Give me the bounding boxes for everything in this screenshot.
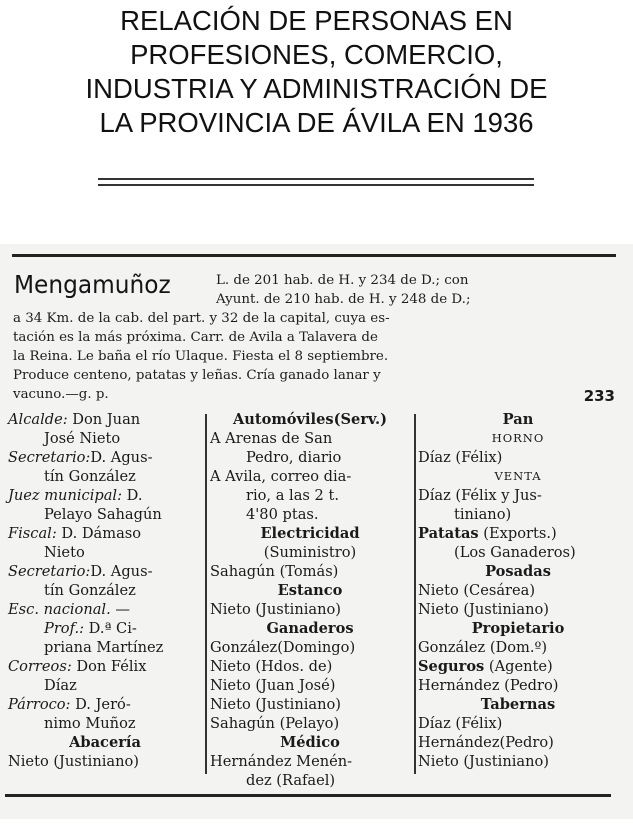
official-role: Secretario: — [8, 449, 91, 466]
official-role: Prof.: — [44, 620, 85, 637]
official-name: — — [110, 601, 130, 618]
page-title — [0, 4, 633, 140]
subsection-label: HORNO — [491, 431, 545, 445]
official-entry — [8, 619, 202, 638]
intro-line: L. de 201 hab. de H. y 234 de D.; con — [216, 273, 469, 288]
listing-entry: Nieto (Juan José) — [210, 677, 336, 694]
official-name: Don Félix — [71, 658, 147, 675]
listing-note: (Suministro) — [263, 544, 357, 561]
section-heading: Tabernas — [480, 696, 556, 713]
title-line: LA PROVINCIA DE ÁVILA EN 1936 — [99, 107, 534, 138]
listing-entry: Hernández(Pedro) — [418, 734, 554, 751]
listing-entry: Sahagún (Pelayo) — [210, 715, 340, 732]
intro-line: Ayunt. de 210 hab. de H. y 248 de D.; — [216, 292, 471, 307]
section-heading: Estanco — [277, 582, 343, 599]
official-entry — [8, 486, 202, 505]
listing-entry: Nieto (Justiniano) — [210, 696, 341, 713]
title-divider — [98, 178, 534, 180]
section-heading: Patatas — [418, 525, 479, 542]
title-divider — [98, 184, 534, 186]
official-entry — [8, 448, 202, 467]
section-heading: Ganaderos — [266, 620, 354, 637]
listing-entry: tín González — [44, 582, 136, 599]
listing-entry: Nieto (Justiniano) — [210, 601, 341, 618]
listing-entry: Díaz (Félix) — [418, 715, 503, 732]
intro-line: la Reina. Le baña el río Ulaque. Fiesta el 8 septiembre. — [13, 349, 389, 364]
newspaper-clipping — [0, 244, 633, 819]
official-entry — [8, 657, 202, 676]
title-line: RELACIÓN DE PERSONAS EN — [120, 5, 513, 36]
intro-line: tación es la más próxima. Carr. de Avila a Talavera de — [13, 330, 378, 345]
listing-entry: Nieto — [44, 544, 85, 561]
official-role: Alcalde: — [8, 411, 68, 428]
place-name: Mengamuñoz — [14, 270, 171, 299]
official-role: Correos: — [8, 658, 72, 675]
section-heading: Pan — [502, 411, 534, 428]
official-entry — [8, 695, 202, 714]
section-heading: Seguros — [418, 658, 485, 675]
listing-entry: José Nieto — [44, 430, 121, 447]
listing-entry: Nieto (Hdos. de) — [210, 658, 333, 675]
listing-entry: (Los Ganaderos) — [454, 544, 576, 561]
title-line: PROFESIONES, COMERCIO, — [130, 39, 503, 70]
official-role: Esc. nacional. — [8, 601, 111, 618]
official-name: D. — [122, 487, 143, 504]
listing-entry: nimo Muñoz — [44, 715, 136, 732]
intro-line: Produce centeno, patatas y leñas. Cría ganado lanar y — [13, 368, 381, 383]
listing-entry: rio, a las 2 t. — [246, 487, 339, 504]
listing-entry: priana Martínez — [44, 639, 164, 656]
section-heading: Médico — [280, 734, 340, 751]
column-services — [210, 410, 410, 790]
listing-entry: González (Dom.º) — [418, 639, 548, 656]
listing-entry: Nieto (Cesárea) — [418, 582, 536, 599]
official-role: Párroco: — [8, 696, 71, 713]
listing-entry: Díaz (Félix y Jus- — [418, 487, 542, 504]
listing-entry: Sahagún (Tomás) — [210, 563, 339, 580]
title-line: INDUSTRIA Y ADMINISTRACIÓN DE — [85, 73, 548, 104]
section-heading: Electricidad — [260, 525, 360, 542]
listing-entry: Pelayo Sahagún — [44, 506, 162, 523]
official-name: D. Dámaso — [56, 525, 142, 542]
column-divider — [414, 414, 416, 774]
listing-entry: Díaz — [44, 677, 77, 694]
listing-entry: Nieto (Justiniano) — [418, 753, 549, 770]
listing-entry: Hernández (Pedro) — [418, 677, 559, 694]
section-heading: Automóviles(Serv.) — [232, 411, 388, 428]
bottom-rule — [5, 794, 611, 797]
top-rule — [12, 254, 616, 257]
listing-entry: A Arenas de San — [210, 430, 333, 447]
subsection-label: VENTA — [494, 469, 542, 483]
official-entry — [8, 524, 202, 543]
official-entry — [8, 600, 202, 619]
listing-entry: Seguros (Agente) — [418, 658, 553, 675]
listing-entry: 4'80 ptas. — [246, 506, 319, 523]
listing-entry: González(Domingo) — [210, 639, 356, 656]
entry-code: 233 — [583, 387, 615, 405]
column-authorities — [8, 410, 202, 771]
listing-entry: Patatas (Exports.) — [418, 525, 557, 542]
intro-line: a 34 Km. de la cab. del part. y 32 de la capital, cuya es- — [13, 311, 390, 326]
official-name: D. Jeró- — [70, 696, 131, 713]
intro-line: vacuno.—g. p. — [13, 387, 109, 402]
listing-entry: A Avila, correo dia- — [210, 468, 352, 485]
official-role: Juez municipal: — [8, 487, 122, 504]
listing-entry: dez (Rafael) — [246, 772, 336, 789]
official-role: Secretario: — [8, 563, 91, 580]
official-name: Don Juan — [67, 411, 141, 428]
listing-entry: Nieto (Justiniano) — [418, 601, 549, 618]
listing-entry: tiniano) — [454, 506, 512, 523]
column-divider — [205, 414, 207, 774]
official-entry — [8, 410, 202, 429]
listing-entry: Díaz (Félix) — [418, 449, 503, 466]
listing-entry: Nieto (Justiniano) — [8, 753, 139, 770]
listing-entry: tín González — [44, 468, 136, 485]
official-role: Fiscal: — [8, 525, 57, 542]
column-commerce — [418, 410, 618, 771]
official-name: D. Agus- — [90, 449, 153, 466]
official-name: D.ª Ci- — [84, 620, 137, 637]
official-entry — [8, 562, 202, 581]
listing-entry: Pedro, diario — [246, 449, 342, 466]
section-heading: Posadas — [485, 563, 551, 580]
listing-entry: Hernández Menén- — [210, 753, 353, 770]
section-heading: Abacería — [69, 734, 141, 751]
section-heading: Propietario — [471, 620, 565, 637]
official-name: D. Agus- — [90, 563, 153, 580]
